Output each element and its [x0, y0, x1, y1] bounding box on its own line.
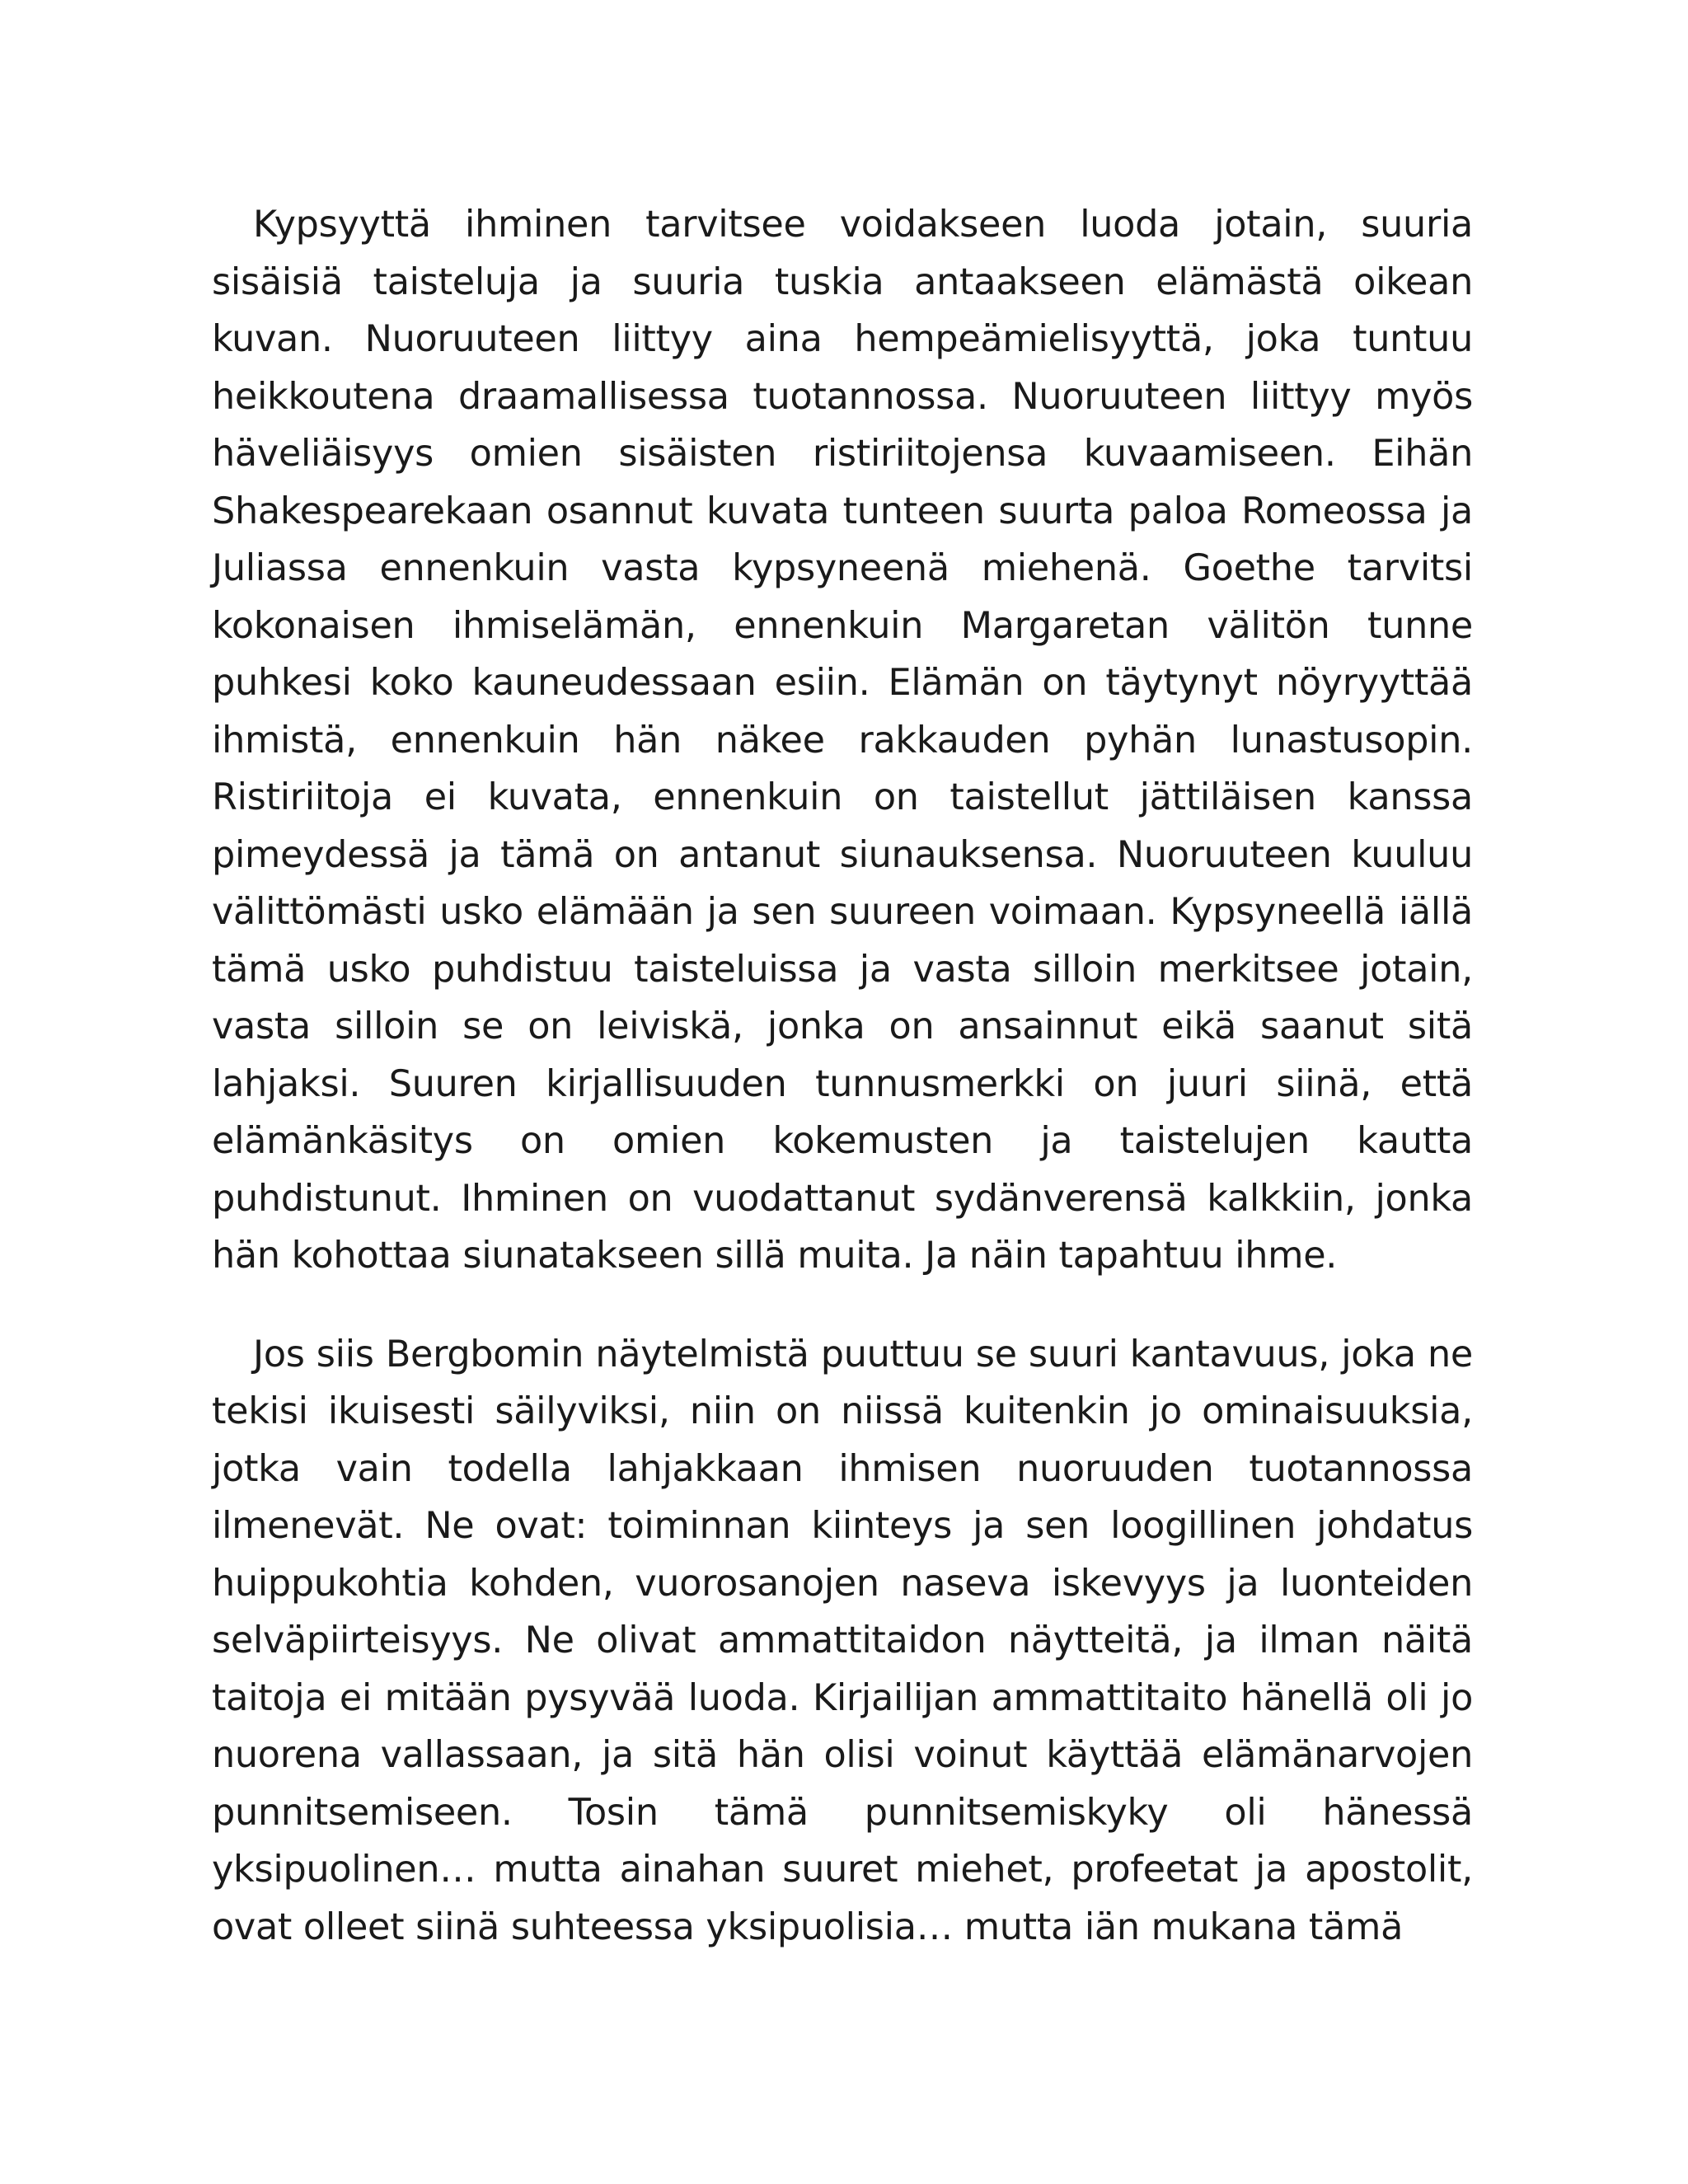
paragraph-2: Jos siis Bergbomin näytelmistä puuttuu se suuri kantavuus, joka ne tekisi ikuisesti säilyviksi, niin on niissä kuitenkin jo ominaisuuksia, jotka vain todella lahjakkaan ihmisen nuoruuden tuotannossa ilmenevät. Ne ovat: toiminnan kiinteys ja sen loogillinen johdatus huippukohtia kohden, vuorosanojen naseva iskevyys ja luonteiden selväpiirteisyys. Ne olivat ammattitaidon näytteitä, ja ilman näitä taitoja ei mitään pysyvää luoda. Kirjailijan ammattitaito hänellä oli jo nuorena vallassaan, ja sitä hän olisi voinut käyttää elämänarvojen punnitsemiseen. Tosin tämä punnitsemiskyky oli hänessä yksipuolinen… mutta ainahan suuret miehet, profeetat ja apostolit, ovat olleet siinä suhteessa yksipuolisia… mutta iän mukana tämä: [212, 1333, 1473, 1948]
paragraph-1: Kypsyyttä ihminen tarvitsee voidakseen luoda jotain, suuria sisäisiä taisteluja ja suuria tuskia antaakseen elämästä oikean kuvan. Nuoruuteen liittyy aina hempeämielisyyttä, joka tuntuu heikkoutena draamallisessa tuotannossa. Nuoruuteen liittyy myös häveliäisyys omien sisäisten ristiriitojensa kuvaamiseen. Eihän Shakespearekaan osannut kuvata tunteen suurta paloa Romeossa ja Juliassa ennenkuin vasta kypsyneenä miehenä. Goethe tarvitsi kokonaisen ihmiselämän, ennenkuin Margaretan välitön tunne puhkesi koko kauneudessaan esiin. Elämän on täytynyt nöyryyttää ihmistä, ennenkuin hän näkee rakkauden pyhän lunastusopin. Ristiriitoja ei kuvata, ennenkuin on taistellut jättiläisen kanssa pimeydessä ja tämä on antanut siunauksensa. Nuoruuteen kuuluu välittömästi usko elämään ja sen suureen voimaan. Kypsyneellä iällä tämä usko puhdistuu taisteluissa ja vasta silloin merkitsee jotain, vasta silloin se on leiviskä, jonka on ansainnut eikä saanut sitä lahjaksi. Suuren kirjallisuuden tunnusmerkki on juuri siinä, että elämänkäsitys on omien kokemusten ja taistelujen kautta puhdistunut. Ihminen on vuodattanut sydänverensä kalkkiin, jonka hän kohottaa siunatakseen sillä muita. Ja näin tapahtuu ihme.: [212, 204, 1473, 1277]
body-text: [212, 196, 1473, 1956]
